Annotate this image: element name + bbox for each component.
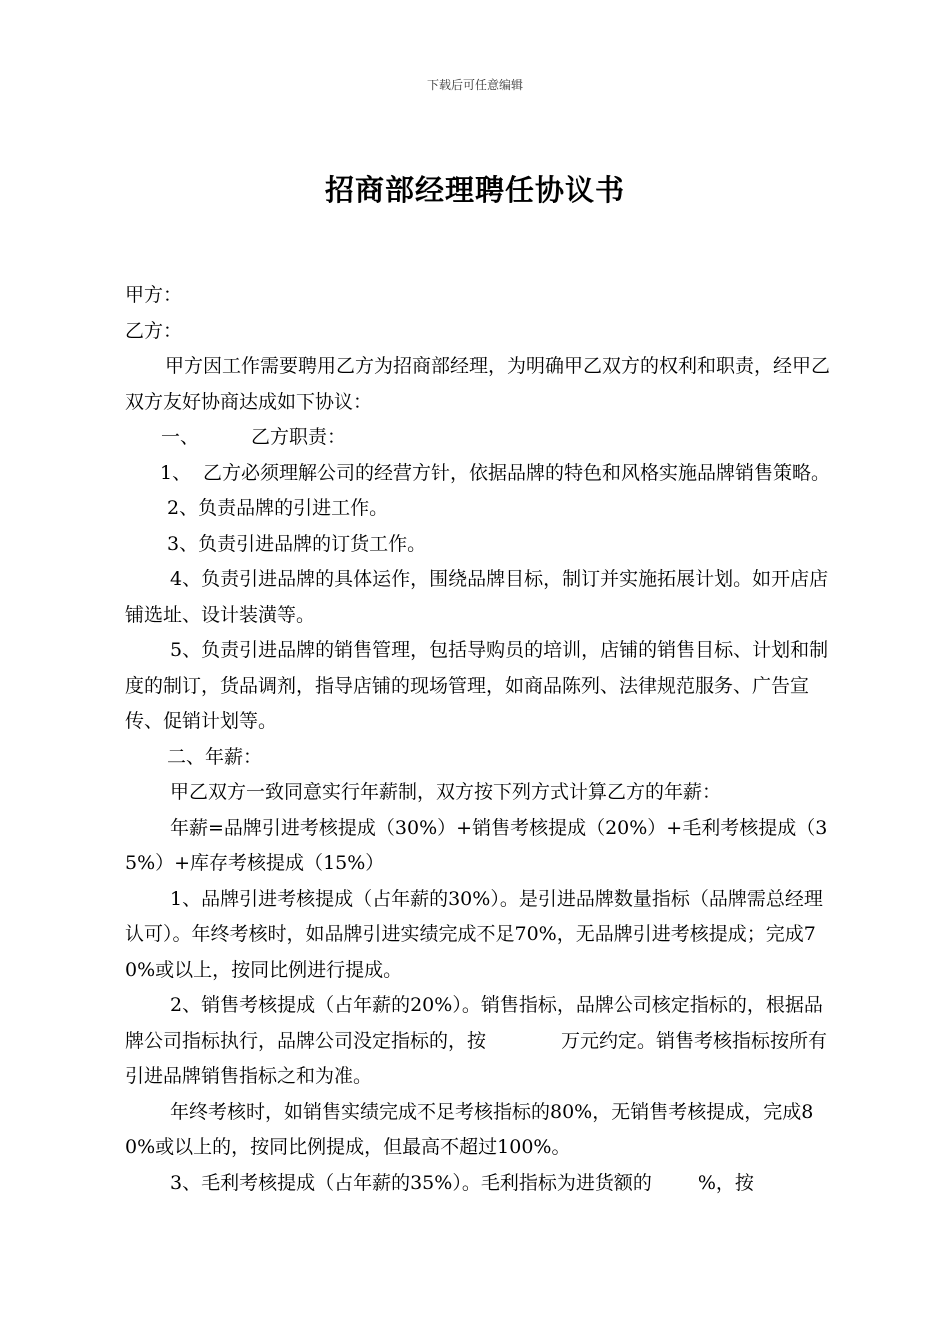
duty-item-1 <box>125 456 837 492</box>
party-b-line: 乙方： <box>125 319 183 342</box>
salary-item-3 <box>125 1166 837 1202</box>
salary-item-2 <box>125 988 837 1095</box>
section-1-title: 乙方职责： <box>251 426 347 448</box>
intro-paragraph: 甲方因工作需要聘用乙方为招商部经理，为明确甲乙双方的权利和职责，经甲乙双方友好协商达成如下协议： <box>125 355 831 413</box>
section-2-heading: 二、年薪： <box>167 745 263 768</box>
salary-item-2-part1: 2、销售考核提成（占年薪的20%）。销售指标，品牌公司核定指标的，根据品牌公司指标执行，品牌公司没定指标的，按 <box>125 994 823 1052</box>
salary-item-2-year-end: 年终考核时，如销售实绩完成不足考核指标的80%，无销售考核提成，完成80%或以上的，按同比例提成，但最高不超过100%。 <box>125 1100 814 1158</box>
duty-item-3: 3、负责引进品牌的订货工作。 <box>167 532 427 555</box>
document-body <box>125 278 837 1201</box>
section-1-heading <box>125 420 837 456</box>
salary-item-3-part1: 3、毛利考核提成（占年薪的35%）。毛利指标为进货额的 <box>170 1171 652 1194</box>
duty-item-2: 2、负责品牌的引进工作。 <box>167 497 389 519</box>
document-title: 招商部经理聘任协议书 <box>324 173 625 207</box>
duty-item-5: 5、负责引进品牌的销售管理，包括导购员的培训，店铺的销售目标、计划和制度的制订，货品调剂，指导店铺的现场管理，如商品陈列、法律规范服务、广告宣传、促销计划等。 <box>125 639 829 732</box>
salary-formula: 年薪=品牌引进考核提成（30%）+销售考核提成（20%）+毛利考核提成（35%）+库存考核提成（15%） <box>125 816 828 874</box>
section-1-number: 一、 <box>161 426 200 448</box>
duty-item-1-text: 乙方必须理解公司的经营方针，依据品牌的特色和风格实施品牌销售策略。 <box>203 461 831 484</box>
duty-item-1-number: 1、 <box>160 461 192 484</box>
salary-item-2-part2: 万元约定。销售考核指标按所有引进品牌销售指标之和为准。 <box>125 1029 828 1087</box>
salary-agreement: 甲乙双方一致同意实行年薪制，双方按下列方式计算乙方的年薪： <box>170 781 722 803</box>
salary-item-1: 1、品牌引进考核提成（占年薪的30%）。是引进品牌数量指标（品牌需总经理认可）。年终考核时，如品牌引进实绩完成不足70%，无品牌引进考核提成；完成70%或以上，按同比例进行提成。 <box>125 887 823 981</box>
header-note: 下载后可任意编辑 <box>426 78 523 92</box>
duty-item-4: 4、负责引进品牌的具体运作，围绕品牌目标，制订并实施拓展计划。如开店店铺选址、设计装潢等。 <box>125 568 829 626</box>
salary-item-3-part2: %，按 <box>697 1171 754 1194</box>
party-a-line: 甲方： <box>125 284 183 306</box>
